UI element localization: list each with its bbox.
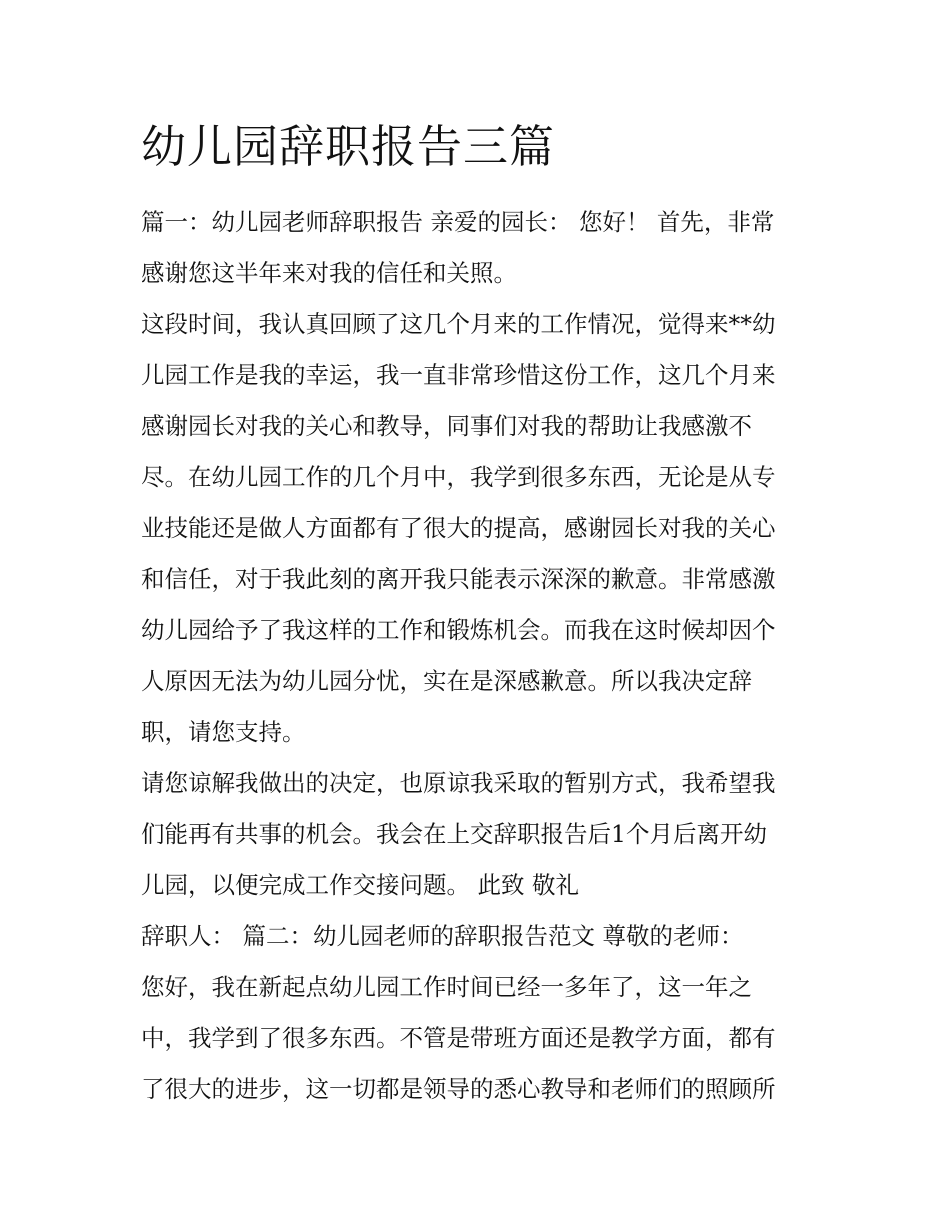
body-line: 尽。在幼儿园工作的几个月中，我学到很多东西，无论是从专: [141, 463, 776, 491]
body-line: 篇一：幼儿园老师辞职报告 亲爱的园长： 您好！ 首先，非常: [141, 208, 775, 236]
body-line: 儿园工作是我的幸运，我一直非常珍惜这份工作，这几个月来: [141, 361, 776, 389]
body-line: 儿园，以便完成工作交接问题。 此致 敬礼: [141, 871, 579, 899]
document-title: 幼儿园辞职报告三篇: [141, 120, 556, 173]
body-line: 人原因无法为幼儿园分忧，实在是深感歉意。所以我决定辞: [141, 667, 752, 695]
body-line: 幼儿园给予了我这样的工作和锻炼机会。而我在这时候却因个: [141, 616, 776, 644]
body-line: 职，请您支持。: [141, 718, 306, 746]
body-line: 们能再有共事的机会。我会在上交辞职报告后1个月后离开幼: [141, 820, 767, 848]
body-line: 和信任，对于我此刻的离开我只能表示深深的歉意。非常感激: [141, 565, 776, 593]
body-line: 中，我学到了很多东西。不管是带班方面还是教学方面，都有: [141, 1024, 776, 1052]
body-line: 这段时间，我认真回顾了这几个月来的工作情况，觉得来**幼: [141, 310, 776, 338]
body-line: 请您谅解我做出的决定，也原谅我采取的暂别方式，我希望我: [141, 769, 776, 797]
body-line: 您好，我在新起点幼儿园工作时间已经一多年了，这一年之: [141, 973, 752, 1001]
body-line: 辞职人： 篇二：幼儿园老师的辞职报告范文 尊敬的老师：: [141, 922, 744, 950]
body-line: 感谢园长对我的关心和教导，同事们对我的帮助让我感激不: [141, 412, 752, 440]
body-line: 业技能还是做人方面都有了很大的提高，感谢园长对我的关心: [141, 514, 776, 542]
body-line: 了很大的进步，这一切都是领导的悉心教导和老师们的照顾所: [141, 1075, 776, 1103]
body-line: 感谢您这半年来对我的信任和关照。: [141, 259, 517, 287]
